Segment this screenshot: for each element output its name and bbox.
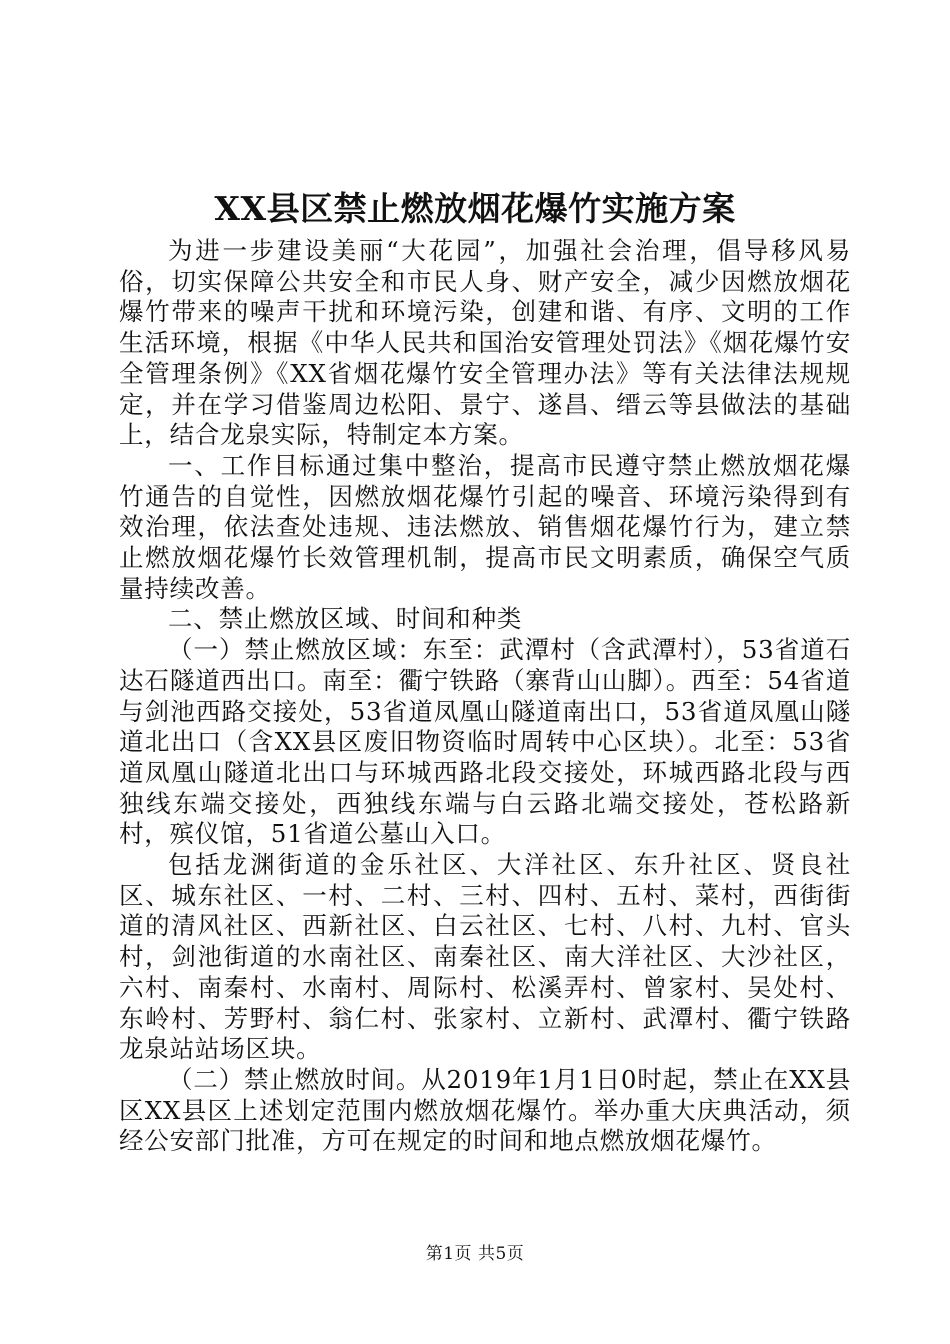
- paragraph-section-heading: 二、禁止燃放区域、时间和种类: [168, 604, 523, 634]
- paragraph-included-communities: 包括龙渊街道的金乐社区、大洋社区、东升社区、贤良社区、城东社区、一村、二村、三村、四村、五村、菜村，西街街道的清风社区、西新社区、白云社区、七村、八村、九村、官头村，剑池街道的水南社区、南秦社区、南大洋社区、大沙社区，六村、南秦村、水南村、周际村、松溪弄村、曾家村、吴处村、东岭村、芳野村、翁仁村、张家村、立新村、武潭村、衢宁铁路龙泉站站场区块。: [119, 850, 851, 1064]
- paragraph-work-goal: 一、工作目标通过集中整治，提高市民遵守禁止燃放烟花爆竹通告的自觉性，因燃放烟花爆竹引起的噪音、环境污染得到有效治理，依法查处违规、违法燃放、销售烟花爆竹行为，建立禁止燃放烟花爆竹长效管理机制，提高市民文明素质，确保空气质量持续改善。: [119, 450, 851, 603]
- document-body: [119, 236, 851, 1157]
- paragraph-prohibited-time: （二）禁止燃放时间。从2019年1月1日0时起，禁止在XX县区XX县区上述划定范围内燃放烟花爆竹。举办重大庆典活动，须经公安部门批准，方可在规定的时间和地点燃放烟花爆竹。: [119, 1064, 851, 1156]
- page-indicator: 第1页 共5页: [425, 1244, 525, 1264]
- paragraph-prohibited-area: （一）禁止燃放区域：东至：武潭村（含武潭村），53省道石达石隧道西出口。南至：衢宁铁路（寨背山山脚）。西至：54省道与剑池西路交接处，53省道凤凰山隧道南出口，53省道凤凰山隧道北出口（含XX县区废旧物资临时周转中心区块）。北至：53省道凤凰山隧道北出口与环城西路北段交接处，环城西路北段与西独线东端交接处，西独线东端与白云路北端交接处，苍松路新村，殡仪馆，51省道公墓山入口。: [119, 635, 851, 849]
- document-title: XX县区禁止燃放烟花爆竹实施方案: [214, 189, 736, 228]
- paragraph-intro: 为进一步建设美丽“大花园”，加强社会治理，倡导移风易俗，切实保障公共安全和市民人身、财产安全，减少因燃放烟花爆竹带来的噪声干扰和环境污染，创建和谐、有序、文明的工作生活环境，根据《中华人民共和国治安管理处罚法》《烟花爆竹安全管理条例》《XX省烟花爆竹安全管理办法》等有关法律法规规定，并在学习借鉴周边松阳、景宁、遂昌、缙云等县做法的基础上，结合龙泉实际，特制定本方案。: [119, 236, 851, 450]
